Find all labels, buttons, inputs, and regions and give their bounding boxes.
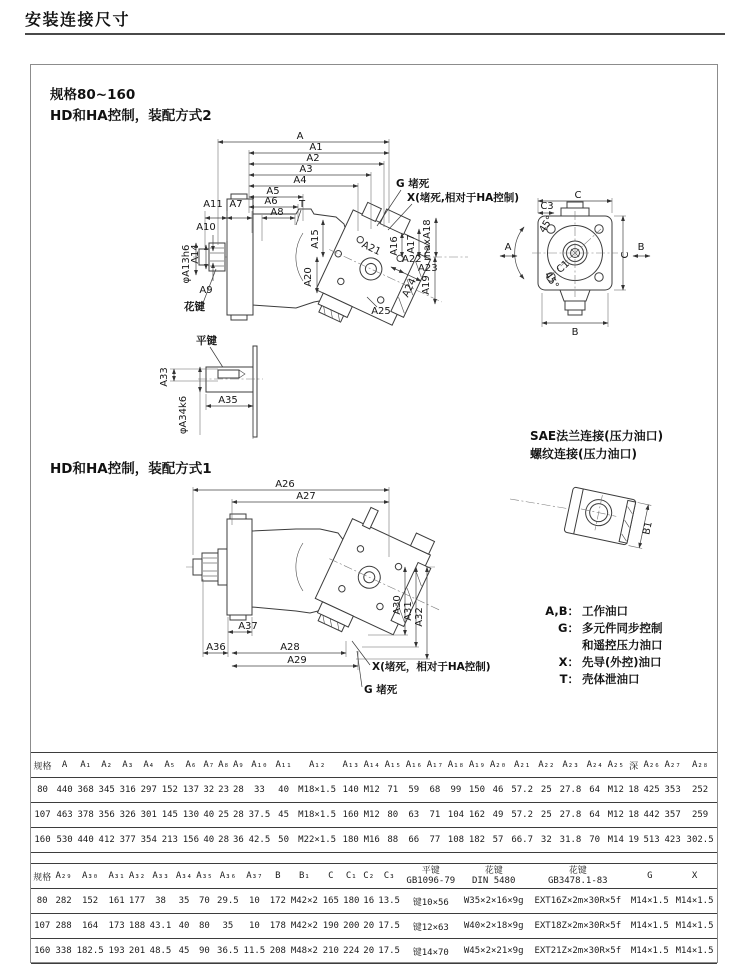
column-header: A₁₁ [275,760,292,770]
table-cell: 160 [34,835,51,845]
dim-label: B1 [641,520,655,536]
column-header: A₂₃ [562,760,579,770]
table-cell: M12 [363,810,380,820]
legend-text: 工作油口 [582,604,628,618]
flat-key-detail [159,334,263,439]
table-cell: 键14×70 [412,947,449,958]
table-cell: 162 [468,810,486,820]
table-cell: 25 [540,785,552,795]
technical-drawings [31,65,717,755]
table-cell: 27.8 [559,785,582,795]
table-cell: W45×2×21×9g [463,946,524,956]
dim-label: φA34k6 [178,395,189,435]
pump-side-view-assembly2 [181,131,519,357]
table-cell: 156 [182,835,199,845]
table-cell: 35 [178,896,190,906]
table-cell: 338 [55,946,72,956]
table-cell: M14×1.5 [675,896,714,906]
table-cell: 28 [232,810,244,820]
dim-label: φA13h6 [181,244,192,284]
table-cell: 40 [203,835,215,845]
table-cell: 378 [77,810,94,820]
table-cell: 423 [664,835,681,845]
table-cell: 345 [98,785,115,795]
table-cell: 10 [248,896,260,906]
table-cell: 140 [342,785,359,795]
column-header: A [61,760,68,770]
table-cell: 90 [199,946,210,956]
table-cell: M14×1.5 [630,896,669,906]
table-cell: 17.5 [378,921,400,931]
table-cell: 353 [664,785,681,795]
table-cell: 282 [55,896,72,906]
column-header: A₃₇ [246,871,263,881]
dim-label: 45° [537,214,557,236]
table-cell: 71 [429,810,441,820]
table-cell: 13.5 [378,896,400,906]
column-header: 规格 [33,761,52,772]
table-cell: 440 [77,835,94,845]
table-cell: 164 [81,921,99,931]
dim-label: C3 [540,201,554,212]
dim-label: A9 [199,285,213,296]
table-cell: M42×2 [290,896,318,906]
table-cell: 442 [643,810,660,820]
table-cell: 463 [56,810,73,820]
table-cell: 18 [628,810,640,820]
table-cell: M48×2 [290,946,318,956]
title-rule [25,33,725,35]
column-header: A₅ [164,760,176,770]
table-cell: 66.7 [511,835,534,845]
table-cell: 145 [161,810,178,820]
table-cell: 25 [540,810,552,820]
column-header: A₃₀ [81,871,99,881]
table-cell: 200 [343,921,360,931]
dim-label: A19 [421,275,432,295]
table-cell: 412 [98,835,115,845]
column-header: A₂₉ [55,871,72,881]
column-header: A₃ [122,760,134,770]
table-cell: 210 [322,946,339,956]
dim-label: A [296,131,304,142]
table-cell: 80 [36,896,48,906]
table-cell: 152 [81,896,99,906]
column-header: A₂₀ [489,760,507,770]
table-cell: 161 [108,896,125,906]
table-row [31,803,717,828]
table-cell: 18 [628,785,640,795]
column-header: A₈ [218,760,229,770]
column-header: A₄ [143,760,155,770]
dim-label: A1 [309,142,323,153]
table-cell: 108 [447,835,465,845]
column-header: A₁₄ [363,760,380,770]
table-cell: M12 [607,810,624,820]
column-header: A₃₂ [128,871,146,881]
column-header: C₃ [383,871,395,881]
column-header: A₃₅ [196,871,213,881]
table-cell: 20 [363,921,375,931]
legend-text: 先导(外控)油口 [582,655,662,669]
table-cell: M18×1.5 [298,810,337,820]
table-cell: 177 [128,896,146,906]
table-cell: 530 [56,835,73,845]
dim-label: A32 [414,607,425,627]
table-cell: 180 [342,835,359,845]
table-cell: M14×1.5 [630,946,669,956]
dim-label: A28 [280,642,300,653]
table-cell: 45 [278,810,290,820]
table-cell: 键10×56 [412,897,449,908]
table-cell: EXT18Z×2m×30R×5f [534,921,622,931]
table-cell: 297 [140,785,157,795]
table-cell: 173 [108,921,125,931]
table-cell: 316 [119,785,136,795]
column-header: A₂₆ [643,760,660,770]
column-header: A₂₂ [538,760,555,770]
table-cell: 38 [155,896,166,906]
column-header: C₂ [363,871,375,881]
table-cell: 302.5 [686,835,714,845]
dim-label: A27 [296,491,316,502]
table-cell: 201 [128,946,146,956]
dim-label: A31 [403,601,414,621]
column-header: 深 [629,761,639,772]
table-cell: M14 [607,835,624,845]
table-cell: 259 [691,810,709,820]
table-cell: 172 [269,896,286,906]
table-cell: 10 [248,921,260,931]
dim-label: C [620,251,631,259]
table-cell: 27.8 [559,810,582,820]
column-header: X [691,871,698,881]
table-cell: M18×1.5 [298,785,337,795]
table-row [31,914,717,939]
table-cell: 42.5 [248,835,271,845]
table-cell: 17.5 [378,946,400,956]
dim-label: A22 [402,254,422,265]
dim-label: A24 [400,276,419,300]
table-cell: 104 [447,810,465,820]
dim-label: A23 [418,263,438,274]
column-header: A₉ [232,760,244,770]
column-header: C₁ [345,871,357,881]
table-cell: 190 [322,921,339,931]
dim-label: A15 [310,229,321,249]
dim-label: 45° [541,270,561,292]
table-cell: M42×2 [290,921,318,931]
table-cell: 88 [387,835,399,845]
table-cell: 224 [343,946,360,956]
table-cell: 64 [589,785,601,795]
table-cell: 152 [161,785,178,795]
page-title: 安装连接尺寸 [25,10,131,29]
table-cell: 键12×63 [412,922,449,933]
table-cell: 33 [254,785,265,795]
dim-label: C1 [554,258,572,276]
table-cell: 36.5 [217,946,239,956]
table-cell: 288 [55,921,72,931]
dim-label: maxA18 [422,219,433,261]
dim-label: A36 [206,642,226,653]
table-cell: 57 [492,835,504,845]
dim-label: A7 [229,199,243,210]
g-plug-label: G 堵死 [364,684,398,696]
table-cell: 160 [34,946,51,956]
table-cell: 46 [492,785,504,795]
table-cell: 57.2 [511,810,534,820]
column-header: A₃₆ [219,871,237,881]
table-cell: 23 [218,785,229,795]
g-plug-label: G 堵死 [396,178,430,190]
column-header: C [328,871,334,881]
table-cell: 513 [643,835,660,845]
table-cell: W40×2×18×9g [463,921,524,931]
table-cell: 25 [218,810,229,820]
table-cell: 71 [387,785,399,795]
dim-label: A16 [389,236,400,256]
table-row [31,939,717,964]
column-header: A₂₅ [607,760,624,770]
column-header: A₁₆ [405,760,422,770]
table-cell: 160 [342,810,359,820]
table-cell: 377 [119,835,136,845]
table-cell: 80 [387,810,399,820]
sae-flange-detail [510,487,659,550]
table-cell: 20 [363,946,375,956]
table-cell: 99 [450,785,462,795]
dim-label: C [574,190,582,201]
table-cell: 68 [429,785,441,795]
table-cell: 57.2 [511,785,534,795]
table-cell: 40 [278,785,290,795]
legend-key: A,B： [545,604,579,618]
table-cell: EXT21Z×2m×30R×5f [534,946,622,956]
table-cell: 31.8 [559,835,582,845]
column-header: A₃₁ [108,871,125,881]
table-cell: 193 [108,946,125,956]
table-row [31,778,717,803]
table-cell: 368 [77,785,94,795]
table-cell: M14×1.5 [630,921,669,931]
table-cell: 80 [37,785,48,795]
table-cell: 36 [232,835,244,845]
dim-label: A17 [406,234,417,254]
column-header: A₃₃ [152,871,169,881]
table-cell: 19 [628,835,640,845]
table-cell: 64 [589,810,601,820]
x-plug-label: X(堵死，相对于HA控制) [372,661,491,673]
column-header: B [275,871,281,881]
assembly2-heading: HD和HA控制，装配方式2 [50,108,212,124]
sae-note-line2: 螺纹连接(压力油口) [530,447,637,461]
table-cell: M12 [607,785,624,795]
table-cell: W35×2×16×9g [463,896,524,906]
dim-label: A20 [303,267,314,287]
header-row [31,753,717,778]
column-header: A₂ [101,760,113,770]
content-box [30,64,718,963]
dimension-table-2 [31,863,717,964]
dim-label: A2 [306,153,320,164]
table-cell: 16 [363,896,375,906]
legend-text: 和遥控压力油口 [582,638,663,652]
dim-label: A21 [359,239,383,258]
table-cell: 28 [232,785,244,795]
table-cell: 32 [203,785,215,795]
dim-label: A26 [275,479,295,490]
spline-label: 花键 [184,301,205,313]
dim-label: A25 [371,306,391,317]
table-cell: 48.5 [149,946,172,956]
assembly1-heading: HD和HA控制，装配方式1 [50,461,212,477]
table-cell: 440 [56,785,73,795]
dim-label: A6 [264,196,278,207]
dimension-table-1 [31,752,717,853]
table-row [31,828,717,853]
column-header: A₁ [80,760,92,770]
legend-key: G： [558,621,579,635]
column-header: G [647,871,653,881]
table-cell: 425 [643,785,660,795]
table-row [31,889,717,914]
table-cell: 40 [178,921,190,931]
table-cell: 357 [664,810,681,820]
table-cell: 77 [429,835,441,845]
column-header: A₁₉ [468,760,486,770]
table-cell: 35 [222,921,234,931]
spec-range-label: 规格80~160 [50,87,136,103]
table-cell: 182 [468,835,486,845]
dim-label: A14 [190,244,201,264]
dim-label: A3 [299,164,313,175]
table-cell: 107 [34,921,51,931]
table-cell: 37.5 [248,810,271,820]
column-header: A₁₅ [384,760,401,770]
table-cell: 178 [269,921,286,931]
column-header: A₂₁ [514,760,531,770]
table-cell: 43.1 [149,921,172,931]
table-cell: M22×1.5 [298,835,337,845]
column-header: A₁₀ [251,760,268,770]
legend-text: 壳体泄油口 [582,672,640,686]
column-header: A₁₃ [342,760,359,770]
table-cell: 32 [540,835,552,845]
dim-label: A37 [238,621,258,632]
column-header: 平键 GB1096-79 [406,866,456,886]
column-header: B₁ [298,871,310,881]
table-cell: 137 [182,785,199,795]
column-header: A₂₇ [664,760,681,770]
column-header: A₆ [185,760,197,770]
table-cell: 59 [408,785,420,795]
table-cell: 49 [492,810,504,820]
column-header: 花键 GB3478.1-83 [548,866,608,886]
table-cell: 80 [199,921,210,931]
table-cell: 29.5 [217,896,239,906]
table-cell: 326 [119,810,136,820]
dim-label: A10 [196,222,216,233]
table-cell: 70 [199,896,210,906]
legend-key: T： [559,672,579,686]
column-header: A₁₈ [447,760,465,770]
t-port-label: T [298,199,306,210]
flange-end-view [500,190,650,338]
table-cell: 150 [468,785,486,795]
dim-label: A35 [218,395,238,406]
port-a-label: A [504,242,512,253]
dim-label: A4 [293,175,307,186]
dim-label: B [571,327,579,338]
table-cell: 66 [408,835,420,845]
dim-label: A8 [270,207,284,218]
dim-label: A5 [266,186,280,197]
table-cell: 40 [203,810,215,820]
dim-label: A33 [159,367,170,387]
dim-label: A30 [392,595,403,615]
table-cell: M14×1.5 [675,946,714,956]
x-plug-label: X(堵死,相对于HA控制) [407,192,520,204]
key-title-label: 平键 [196,335,217,347]
dim-label: A29 [287,655,307,666]
column-header: A₂₄ [586,760,603,770]
port-b-label: B [637,242,645,253]
table-cell: 356 [98,810,115,820]
table-cell: 301 [140,810,157,820]
legend-text: 多元件同步控制 [582,621,663,635]
table-cell: M12 [363,785,380,795]
column-header: A₃₄ [175,871,193,881]
column-header: 规格 [33,872,52,883]
sae-note-line1: SAE法兰连接(压力油口) [530,429,664,443]
table-cell: M14×1.5 [675,921,714,931]
table-cell: 11.5 [243,946,266,956]
table-cell: 70 [589,835,601,845]
table-cell: 165 [322,896,339,906]
table-cell: 130 [182,810,199,820]
table-cell: 213 [161,835,178,845]
column-header: 花键 DIN 5480 [472,866,516,886]
table-cell: 50 [278,835,290,845]
column-header: A₁₇ [426,760,443,770]
table-cell: 252 [691,785,709,795]
table-cell: 354 [140,835,157,845]
column-header: A₁₂ [309,760,326,770]
table-cell: 208 [269,946,286,956]
table-cell: 45 [178,946,190,956]
table-cell: 107 [34,810,51,820]
header-row [31,864,717,889]
table-cell: EXT16Z×2m×30R×5f [534,896,622,906]
column-header: A₂₈ [691,760,709,770]
pump-side-view-assembly1 [186,479,491,696]
table-cell: 188 [128,921,146,931]
table-cell: 180 [343,896,360,906]
table-cell: 182.5 [76,946,104,956]
legend-key: X： [558,655,579,669]
dim-label: A11 [203,199,223,210]
table-cell: 63 [408,810,420,820]
column-header: A₇ [203,760,215,770]
table-cell: 28 [218,835,229,845]
table-cell: M16 [363,835,380,845]
